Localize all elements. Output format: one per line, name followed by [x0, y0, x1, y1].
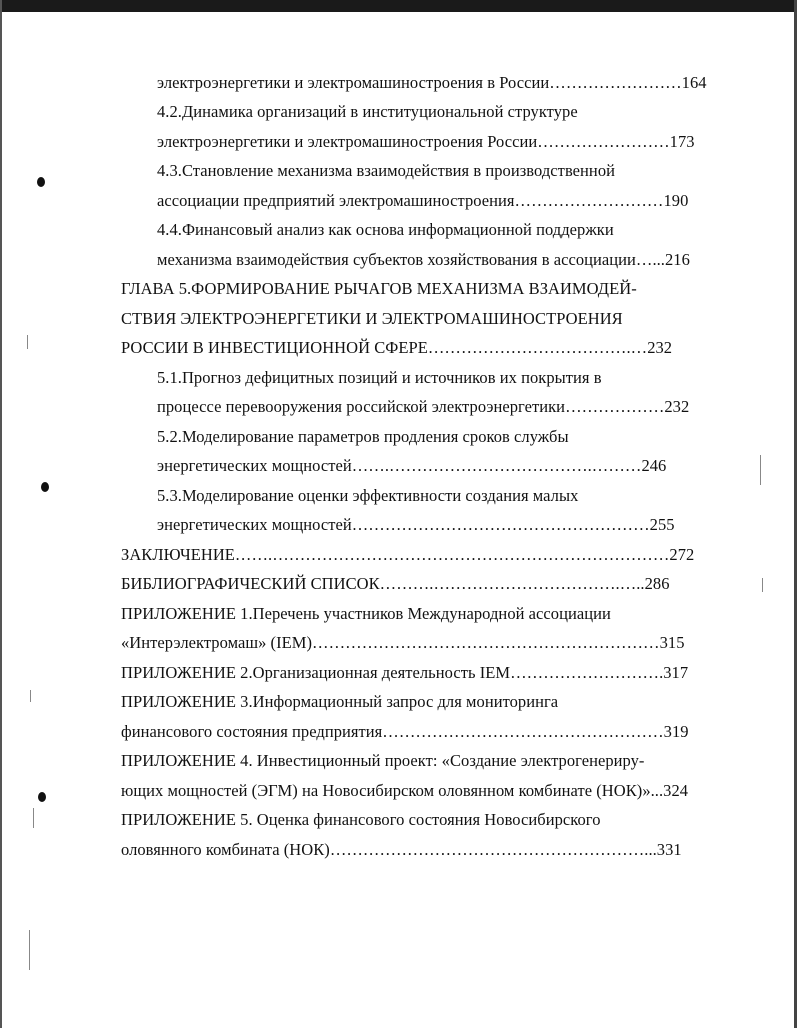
toc-entry-continuation: оловянного комбината (НОК)…………………………………………………...331 — [121, 840, 682, 859]
toc-entry: 5.3.Моделирование оценки эффективности создания малых — [157, 486, 579, 505]
binder-hole-mark — [41, 482, 49, 492]
toc-appendix: ПРИЛОЖЕНИЕ 3.Информационный запрос для мониторинга — [121, 692, 559, 711]
toc-section-heading: ЗАКЛЮЧЕНИЕ…….………………………………………………………………272 — [121, 545, 695, 564]
scan-top-border — [0, 0, 797, 12]
scan-artifact — [27, 335, 28, 349]
toc-entry: 4.3.Становление механизма взаимодействия в производственной — [157, 161, 615, 180]
toc-section-heading: БИБЛИОГРАФИЧЕСКИЙ СПИСОК……….…………………………….…..286 — [121, 574, 670, 593]
toc-appendix: ПРИЛОЖЕНИЕ 1.Перечень участников Международной ассоциации — [121, 604, 611, 623]
toc-appendix: ПРИЛОЖЕНИЕ 4. Инвестиционный проект: «Создание электрогенериру- — [121, 751, 645, 770]
toc-entry-continuation: механизма взаимодействия субъектов хозяйствования в ассоциации…...216 — [157, 250, 690, 269]
scan-left-border — [0, 0, 2, 1028]
toc-entry-continuation: «Интерэлектромаш» (IEM)………………………………………………………315 — [121, 633, 685, 652]
toc-entry: 4.2.Динамика организаций в институциональной структуре — [157, 102, 578, 121]
toc-entry-continuation: процессе перевооружения российской электроэнергетики………………232 — [157, 397, 690, 416]
toc-chapter-heading: ГЛАВА 5.ФОРМИРОВАНИЕ РЫЧАГОВ МЕХАНИЗМА ВЗАИМОДЕЙ- — [121, 279, 637, 298]
scan-artifact — [29, 930, 30, 970]
toc-entry: 5.1.Прогноз дефицитных позиций и источников их покрытия в — [157, 368, 602, 387]
scan-artifact — [760, 455, 761, 485]
toc-entry-continuation: финансового состояния предприятия……………………………………………319 — [121, 722, 689, 741]
toc-appendix: ПРИЛОЖЕНИЕ 5. Оценка финансового состояния Новосибирского — [121, 810, 601, 829]
toc-entry-continuation: ющих мощностей (ЭГМ) на Новосибирском оловянном комбинате (НОК)»...324 — [121, 781, 689, 800]
toc-entry: 4.4.Финансовый анализ как основа информационной поддержки — [157, 220, 614, 239]
toc-entry-continuation: энергетических мощностей………………………………………………255 — [157, 515, 675, 534]
scan-artifact — [762, 578, 763, 592]
toc-appendix: ПРИЛОЖЕНИЕ 2.Организационная деятельность IEM……………………….317 — [121, 663, 689, 682]
scan-artifact — [33, 808, 34, 828]
toc-chapter-heading: СТВИЯ ЭЛЕКТРОЭНЕРГЕТИКИ И ЭЛЕКТРОМАШИНОСТРОЕНИЯ — [121, 309, 623, 328]
binder-hole-mark — [37, 177, 45, 187]
toc-chapter-heading: РОССИИ В ИНВЕСТИЦИОННОЙ СФЕРЕ……………………………….…232 — [121, 338, 673, 357]
toc-entry-continuation: электроэнергетики и электромашиностроения в России……………………164 — [157, 73, 707, 92]
toc-entry-continuation: ассоциации предприятий электромашиностроения………………………190 — [157, 191, 689, 210]
scan-artifact — [30, 690, 31, 702]
toc-entry-continuation: электроэнергетики и электромашиностроения России……………………173 — [157, 132, 695, 151]
toc-entry: 5.2.Моделирование параметров продления сроков службы — [157, 427, 569, 446]
binder-hole-mark — [38, 792, 46, 802]
toc-entry-continuation: энергетических мощностей…….……………………………….………246 — [157, 456, 667, 475]
